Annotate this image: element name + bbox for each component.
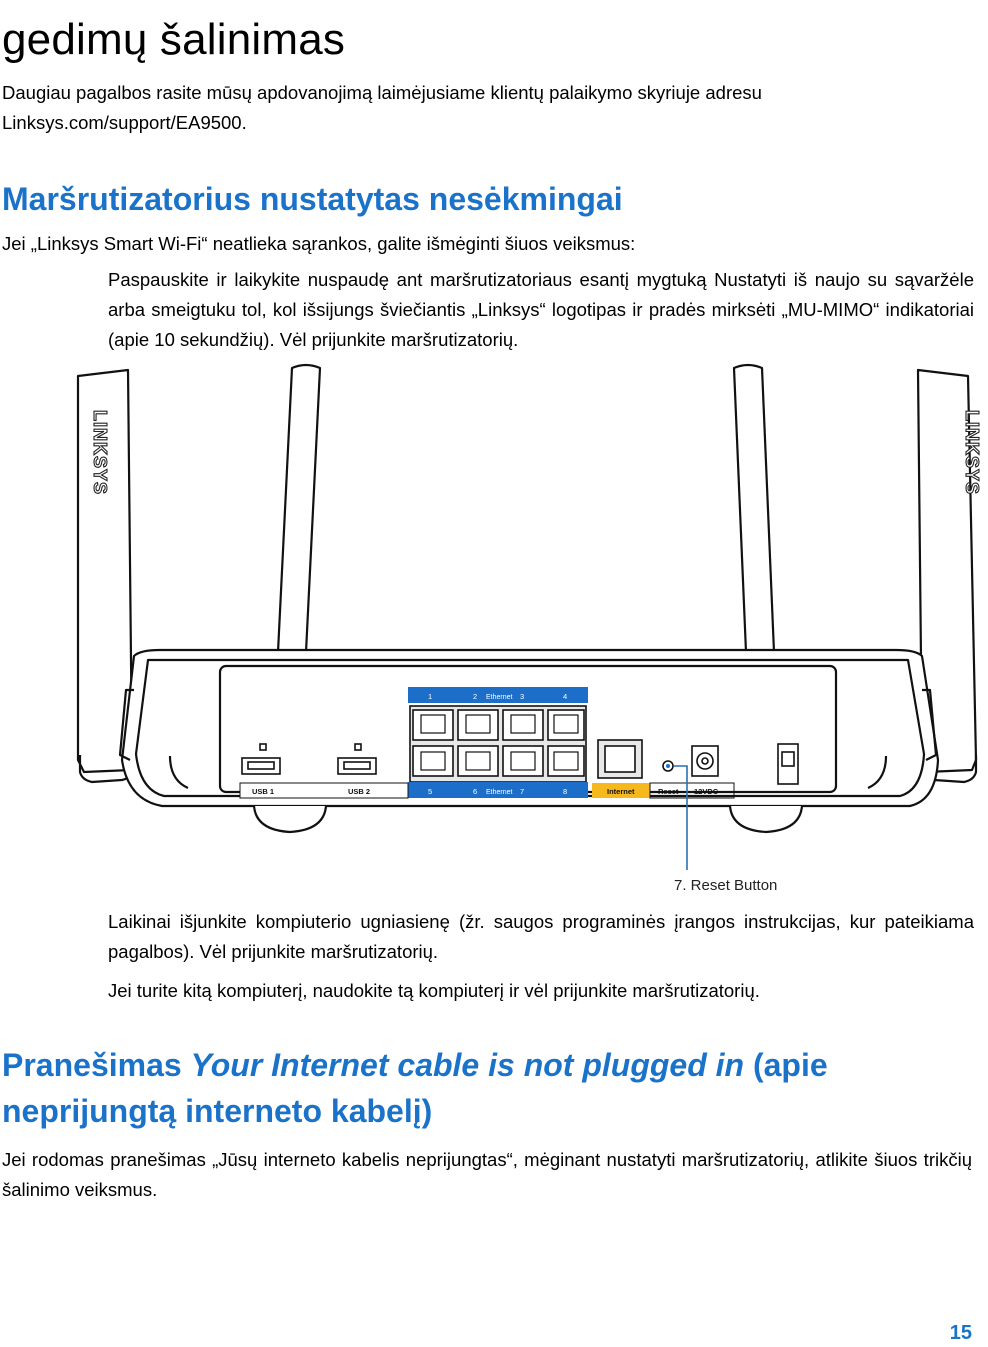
usb1-label: USB 1	[252, 787, 275, 796]
eth-label-8: 8	[563, 787, 568, 796]
eth-label-7: 7	[520, 787, 525, 796]
eth-label-5: 5	[428, 787, 433, 796]
antenna-right	[734, 365, 774, 652]
intro-paragraph	[2, 78, 962, 138]
section-heading-setup-failed: Maršrutizatorius nustatytas nesėkmingai	[2, 181, 623, 217]
intro-text: Daugiau pagalbos rasite mūsų apdovanojimą laimėjusiame klientų palaikymo skyriuje adresu	[2, 82, 762, 103]
support-link[interactable]: Linksys.com/support/EA9500.	[2, 112, 247, 133]
right-foot	[730, 806, 802, 832]
internet-label-text: Internet	[607, 787, 635, 796]
reset-callout-label: 7. Reset Button	[674, 877, 778, 894]
router-rear-illustration	[70, 360, 986, 896]
left-foot	[254, 806, 326, 832]
cable-body: Jei rodomas pranešimas „Jūsų interneto kabelis neprijungtas“, mėginant nustatyti maršrutizatorių, atlikite šiuos trikčių šalinimo veiksmus.	[2, 1149, 972, 1200]
section-lead: Jei „Linksys Smart Wi-Fi“ neatlieka sąrankos, galite išmėginti šiuos veiksmus:	[2, 233, 636, 254]
heading-cable-line2: neprijungtą interneto kabelį)	[2, 1093, 433, 1129]
usb2-label: USB 2	[348, 787, 371, 796]
step-firewall: Laikinai išjunkite kompiuterio ugniasienę (žr. saugos programinės įrangos instrukcijas, kur pateikiama pagalbos). Vėl prijunkite maršrutizatorių.	[108, 911, 974, 962]
eth-label-word-bottom: Ethernet	[486, 789, 513, 796]
step-reset: Paspauskite ir laikykite nuspaudę ant maršrutizatoriaus esantį mygtuką Nustatyti iš naujo su sąvaržėle arba smeigtuku tol, kol išsijungs šviečiantis „Linksys“ logotipas ir pradės mirksėti „MU-MIMO“ indikatoriai (apie 10 sekundžių). Vėl prijunkite maršrutizatorių.	[108, 269, 974, 350]
page-number: 15	[949, 1322, 972, 1344]
heading-cable-part1: Pranešimas	[2, 1047, 191, 1083]
antenna-left	[278, 365, 320, 652]
eth-label-4: 4	[563, 692, 568, 701]
heading-cable-part2: (apie	[744, 1047, 828, 1083]
eth-label-3: 3	[520, 692, 525, 701]
page-title: gedimų šalinimas	[2, 15, 346, 64]
step-other-computer: Jei turite kitą kompiuterį, naudokite tą kompiuterį ir vėl prijunkite maršrutizatorių.	[108, 980, 760, 1001]
eth-label-6: 6	[473, 787, 478, 796]
left-linksys-logo: LINKSYS	[90, 410, 110, 496]
reset-label: Reset	[658, 787, 679, 796]
eth-label-word-top: Ethernet	[486, 694, 513, 701]
heading-cable-italic: Your Internet cable is not plugged in	[190, 1047, 745, 1083]
eth-label-2: 2	[473, 692, 478, 701]
eth-label-1: 1	[428, 692, 433, 701]
power-label: 12VDC	[694, 787, 719, 796]
right-linksys-logo: LINKSYS	[962, 410, 982, 496]
section-heading-cable	[2, 1042, 962, 1134]
